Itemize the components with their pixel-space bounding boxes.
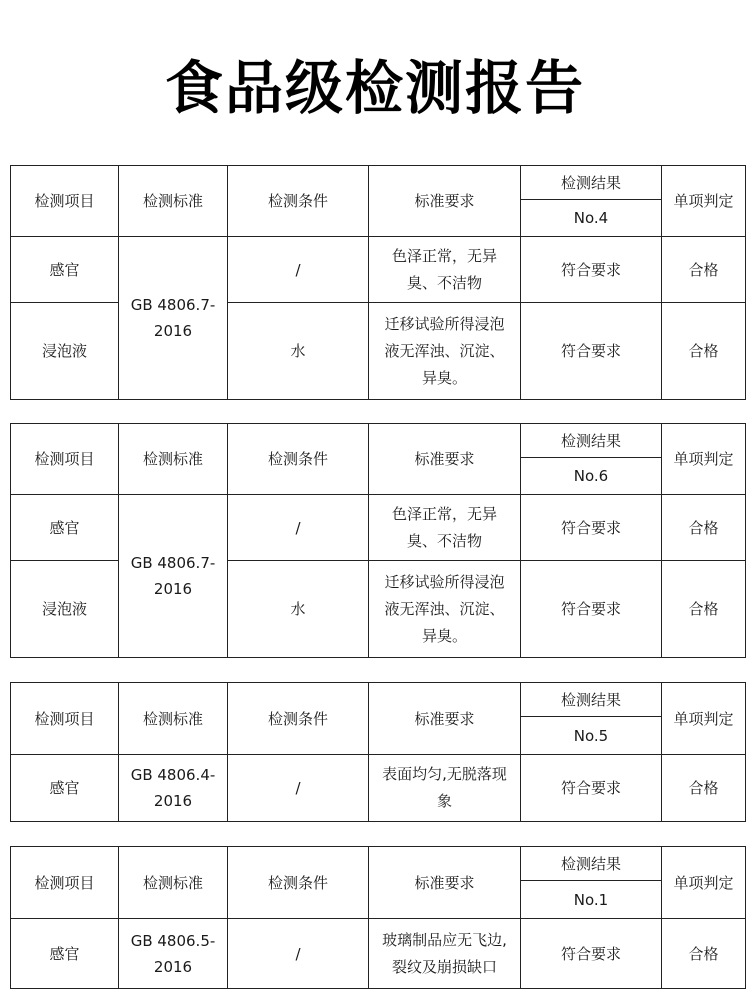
table-row xyxy=(11,237,746,303)
test-judgement: 合格 xyxy=(662,561,746,658)
table-row xyxy=(11,495,746,561)
table-row xyxy=(11,755,746,822)
header-judgement: 单项判定 xyxy=(662,683,746,755)
header-result: 检测结果 xyxy=(521,166,662,200)
report-title: 食品级检测报告 xyxy=(164,54,585,122)
test-standard: GB 4806.5-2016 xyxy=(119,919,228,989)
header-requirement: 标准要求 xyxy=(369,683,521,755)
sample-number: No.4 xyxy=(521,200,662,237)
test-item: 感官 xyxy=(11,755,119,822)
header-standard: 检测标准 xyxy=(119,424,228,495)
test-judgement: 合格 xyxy=(662,495,746,561)
header-requirement: 标准要求 xyxy=(369,847,521,919)
header-item: 检测项目 xyxy=(11,166,119,237)
header-item: 检测项目 xyxy=(11,847,119,919)
sample-number: No.6 xyxy=(521,458,662,495)
test-table-1 xyxy=(10,165,746,400)
test-result: 符合要求 xyxy=(521,495,662,561)
test-requirement: 迁移试验所得浸泡液无浑浊、沉淀、异臭。 xyxy=(369,561,521,658)
test-judgement: 合格 xyxy=(662,755,746,822)
header-requirement: 标准要求 xyxy=(369,166,521,237)
test-judgement: 合格 xyxy=(662,303,746,400)
test-requirement: 色泽正常，无异臭、不洁物 xyxy=(369,495,521,561)
test-requirement: 玻璃制品应无飞边,裂纹及崩损缺口 xyxy=(369,919,521,989)
header-condition: 检测条件 xyxy=(228,424,369,495)
test-judgement: 合格 xyxy=(662,237,746,303)
table-row xyxy=(11,919,746,989)
test-condition: / xyxy=(228,237,369,303)
test-condition: / xyxy=(228,755,369,822)
header-condition: 检测条件 xyxy=(228,683,369,755)
test-requirement: 色泽正常，无异臭、不洁物 xyxy=(369,237,521,303)
test-result: 符合要求 xyxy=(521,237,662,303)
test-condition: / xyxy=(228,495,369,561)
test-judgement: 合格 xyxy=(662,919,746,989)
header-judgement: 单项判定 xyxy=(662,166,746,237)
header-standard: 检测标准 xyxy=(119,847,228,919)
header-condition: 检测条件 xyxy=(228,847,369,919)
test-condition: 水 xyxy=(228,303,369,400)
header-item: 检测项目 xyxy=(11,424,119,495)
test-table-2 xyxy=(10,423,746,658)
test-result: 符合要求 xyxy=(521,561,662,658)
header-standard: 检测标准 xyxy=(119,166,228,237)
test-standard: GB 4806.4-2016 xyxy=(119,755,228,822)
test-item: 浸泡液 xyxy=(11,561,119,658)
header-result: 检测结果 xyxy=(521,424,662,458)
test-item: 感官 xyxy=(11,237,119,303)
header-judgement: 单项判定 xyxy=(662,847,746,919)
header-item: 检测项目 xyxy=(11,683,119,755)
test-table-4 xyxy=(10,846,746,989)
test-result: 符合要求 xyxy=(521,755,662,822)
sample-number: No.5 xyxy=(521,717,662,755)
test-condition: / xyxy=(228,919,369,989)
test-table-3 xyxy=(10,682,746,822)
header-condition: 检测条件 xyxy=(228,166,369,237)
header-judgement: 单项判定 xyxy=(662,424,746,495)
header-requirement: 标准要求 xyxy=(369,424,521,495)
test-condition: 水 xyxy=(228,561,369,658)
test-result: 符合要求 xyxy=(521,303,662,400)
header-result: 检测结果 xyxy=(521,683,662,717)
test-item: 感官 xyxy=(11,495,119,561)
header-standard: 检测标准 xyxy=(119,683,228,755)
test-result: 符合要求 xyxy=(521,919,662,989)
test-standard: GB 4806.7-2016 xyxy=(119,237,228,400)
test-standard: GB 4806.7-2016 xyxy=(119,495,228,658)
test-requirement: 表面均匀,无脱落现象 xyxy=(369,755,521,822)
test-requirement: 迁移试验所得浸泡液无浑浊、沉淀、异臭。 xyxy=(369,303,521,400)
header-result: 检测结果 xyxy=(521,847,662,881)
test-item: 感官 xyxy=(11,919,119,989)
sample-number: No.1 xyxy=(521,881,662,919)
test-item: 浸泡液 xyxy=(11,303,119,400)
